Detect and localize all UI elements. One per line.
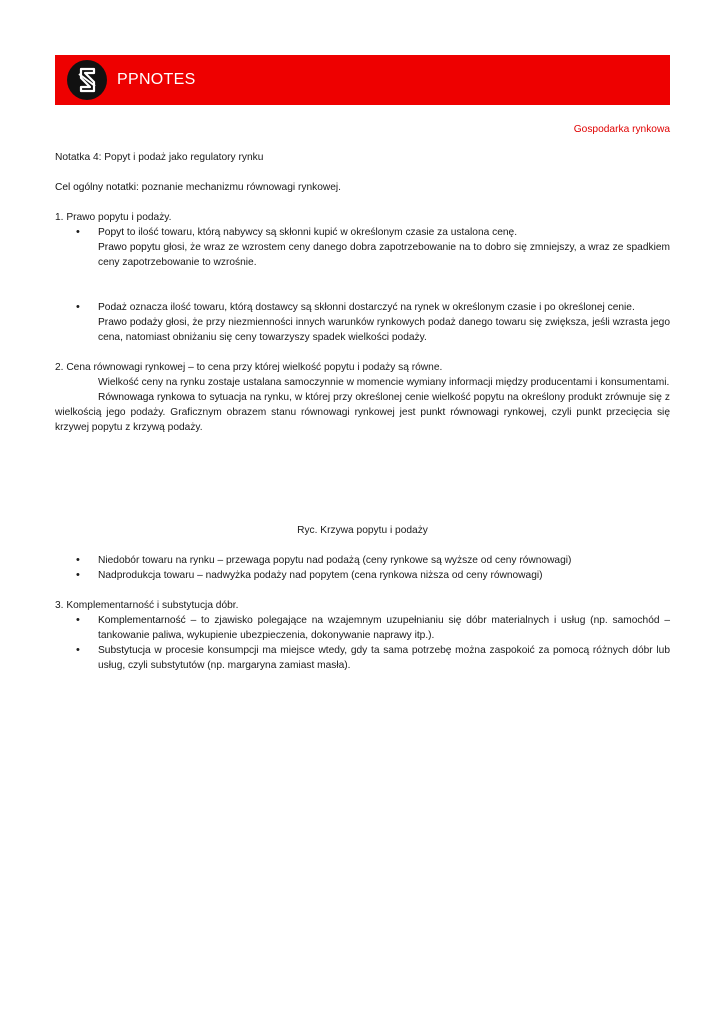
section-2: [55, 360, 670, 583]
term-prawo-popytu-definition: głosi, że wraz ze wzrostem ceny danego dobra zapotrzebowanie na to dobro się zmniejszy, a wraz ze spadkiem ceny zapotrzebowanie to wzrośnie.: [98, 242, 671, 268]
term-popyt-definition: to ilość towaru, którą nabywcy są skłonni kupić w określonym czasie za ustalona cenę.: [124, 227, 518, 238]
note-goal: [55, 180, 670, 195]
bullet-icon: •: [76, 226, 80, 238]
list-item: [55, 553, 670, 568]
section-2-paragraph-2: [55, 390, 670, 435]
term-punkt-rownowagi: punkt równowagi rynkowej: [420, 407, 544, 418]
term-popyt: Popyt: [98, 227, 125, 238]
brand-name: PPNOTES: [117, 71, 196, 88]
term-prawo-podazy: Prawo podaży: [98, 317, 163, 328]
bullet-icon: •: [76, 301, 80, 313]
term-rownowaga-rynkowa: Równowaga rynkowa: [98, 392, 195, 403]
list-item: [55, 225, 670, 270]
section-2-heading: 2. Cena równowagi rynkowej – to cena przy której wielkość popytu i podaży są równe.: [55, 362, 443, 373]
list-item: [55, 643, 670, 673]
goal-label: Cel ogólny notatki:: [55, 182, 139, 193]
ppnotes-logo-icon: [67, 60, 107, 100]
term-komplementarnosc: Komplementarność: [98, 615, 186, 626]
term-podaz: Podaż: [98, 302, 127, 313]
section-2-paragraph-1: Wielkość ceny na rynku zostaje ustalana samoczynnie w momencie wymiany informacji między producentami i konsumentami.: [98, 377, 670, 388]
note-title: Notatka 4: Popyt i podaż jako regulatory rynku: [55, 152, 264, 163]
section-1-heading: 1. Prawo popytu i podaży.: [55, 212, 172, 223]
term-prawo-popytu: Prawo popytu: [98, 242, 161, 253]
term-punkt-rownowagi-definition: , czyli punkt przecięcia się krzywej popytu z krzywą podaży.: [55, 407, 670, 433]
category-label: Gospodarka rynkowa: [573, 124, 670, 135]
list-item: [55, 613, 670, 643]
term-komplementarnosc-definition: – to zjawisko polegające na wzajemnym uzupełnianiu się dóbr materialnych i usług (np. samochód – tankowanie paliwa, wykupienie ubezpieczenia, dokonywanie naprawy itp.).: [98, 615, 670, 641]
term-podaz-definition: oznacza ilość towaru, którą dostawcy są skłonni dostarczyć na rynek w określonym czasie i po określonej cenie.: [126, 302, 635, 313]
figure-caption: Ryc. Krzywa popytu i podaży: [297, 525, 428, 536]
list-item: [55, 300, 670, 345]
figure-placeholder: [55, 435, 670, 523]
term-substytucja: Substytucja: [98, 645, 151, 656]
term-rownowaga-definition: to sytuacja na rynku, w której przy określonej cenie wielkość popytu na określony produkt zrównuje się z wielkością jego podaży. Graficznym obrazem stanu równowagi rynkowej jest: [55, 392, 670, 418]
bullet-icon: •: [76, 614, 80, 626]
list-item-text: Niedobór towaru na rynku – przewaga popytu nad podażą (ceny rynkowe są wyższe od ceny równowagi): [98, 555, 572, 566]
goal-text: poznanie mechanizmu równowagi rynkowej.: [138, 182, 341, 193]
term-prawo-podazy-definition: głosi, że przy niezmienności innych warunków rynkowych podaż danego towaru się zwiększa, jeśli wzrasta jego cena, natomiast obniżaniu się ceny towarzyszy spadek wielkości podaży.: [98, 317, 670, 343]
section-3: [55, 598, 670, 673]
list-item: [55, 568, 670, 583]
list-item-text: Nadprodukcja towaru – nadwyżka podaży nad popytem (cena rynkowa niższa od ceny równowagi): [98, 570, 543, 581]
header-bar: [55, 55, 670, 105]
bullet-icon: •: [76, 554, 80, 566]
bullet-icon: •: [76, 569, 80, 581]
section-1: [55, 210, 670, 345]
section-3-heading: 3. Komplementarność i substytucja dóbr.: [55, 600, 239, 611]
term-substytucja-definition: w procesie konsumpcji ma miejsce wtedy, gdy ta sama potrzebę można zaspokoić za pomocą różnych dóbr lub usług, czyli substytutów (np. margaryna zamiast masła).: [98, 645, 670, 671]
note-content: [55, 150, 670, 673]
bullet-icon: •: [76, 644, 80, 656]
